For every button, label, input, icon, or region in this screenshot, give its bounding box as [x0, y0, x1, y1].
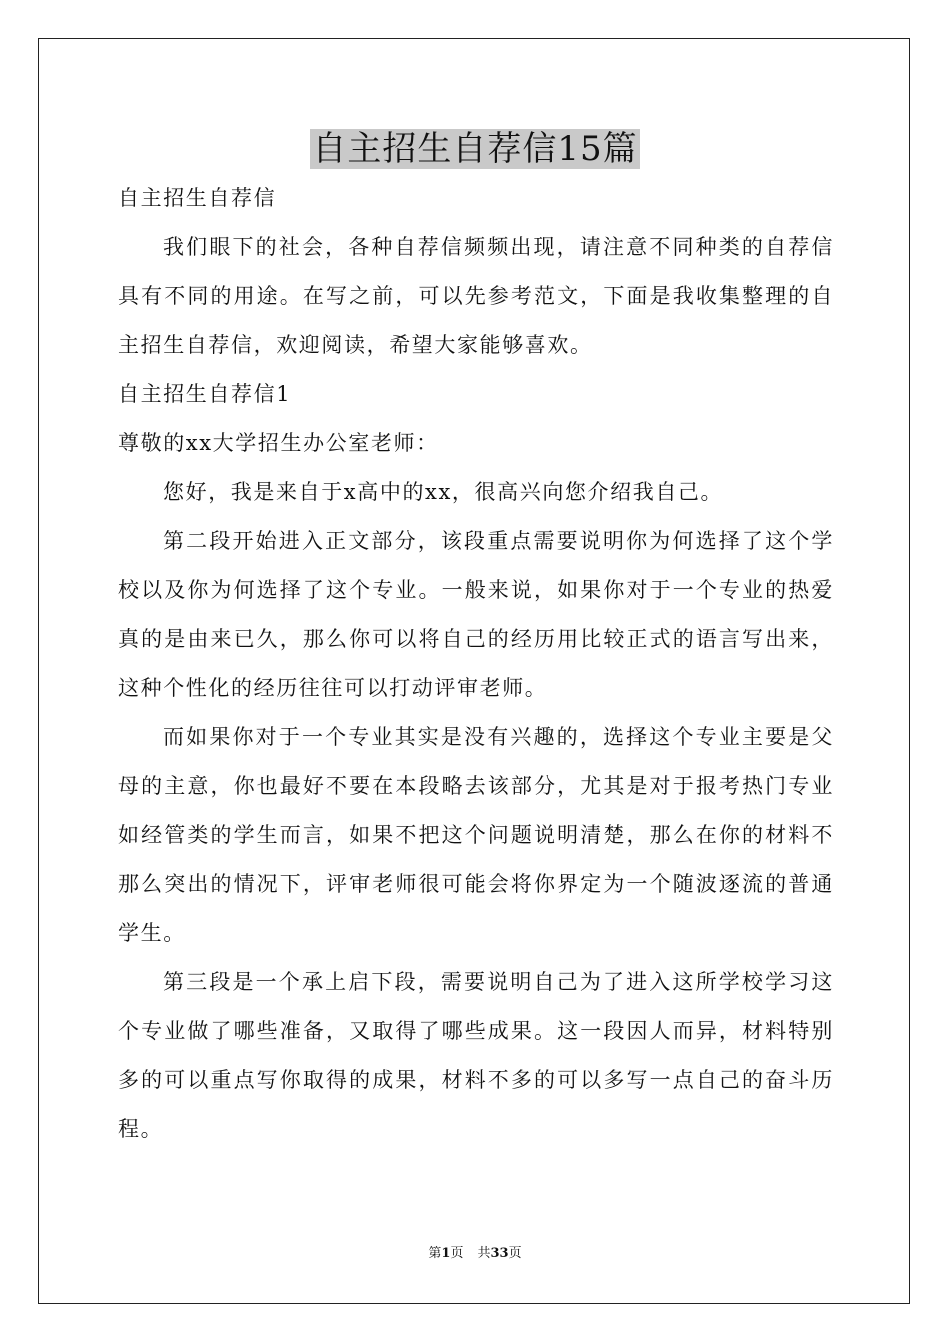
paragraph-heading: 自主招生自荐信	[118, 186, 277, 210]
paragraph-salutation: 尊敬的xx大学招生办公室老师：	[118, 431, 439, 455]
total-prefix: 共	[477, 1246, 491, 1261]
page-suffix: 页	[450, 1246, 464, 1261]
paragraph-section-title: 自主招生自荐信1	[118, 382, 292, 406]
document-body	[118, 174, 834, 1154]
page-current: 1	[441, 1246, 451, 1261]
paragraph-body-4: 第三段是一个承上启下段，需要说明自己为了进入这所学校学习这个专业做了哪些准备，又取得了哪些成果。这一段因人而异，材料特别多的可以重点写你取得的成果，材料不多的可以多写一点自己的奋斗历程。	[118, 970, 834, 1141]
paragraph-intro: 我们眼下的社会，各种自荐信频频出现，请注意不同种类的自荐信具有不同的用途。在写之前，可以先参考范文，下面是我收集整理的自主招生自荐信，欢迎阅读，希望大家能够喜欢。	[118, 235, 834, 357]
total-suffix: 页	[508, 1246, 522, 1261]
document-title-text: 自主招生自荐信15篇	[312, 129, 638, 169]
paragraph-body-3: 而如果你对于一个专业其实是没有兴趣的，选择这个专业主要是父母的主意，你也最好不要在本段略去该部分，尤其是对于报考热门专业如经管类的学生而言，如果不把这个问题说明清楚，那么在你的材料不那么突出的情况下，评审老师很可能会将你界定为一个随波逐流的普通学生。	[118, 725, 834, 945]
document-title	[0, 127, 950, 171]
paragraph-greeting: 您好，我是来自于x高中的xx，很高兴向您介绍我自己。	[163, 480, 724, 504]
page-footer	[0, 1245, 950, 1263]
paragraph-body-2: 第二段开始进入正文部分，该段重点需要说明你为何选择了这个学校以及你为何选择了这个专业。一般来说，如果你对于一个专业的热爱真的是由来已久，那么你可以将自己的经历用比较正式的语言写出来，这种个性化的经历往往可以打动评审老师。	[118, 529, 834, 700]
page-prefix: 第	[428, 1246, 442, 1261]
page-total: 33	[490, 1246, 509, 1261]
